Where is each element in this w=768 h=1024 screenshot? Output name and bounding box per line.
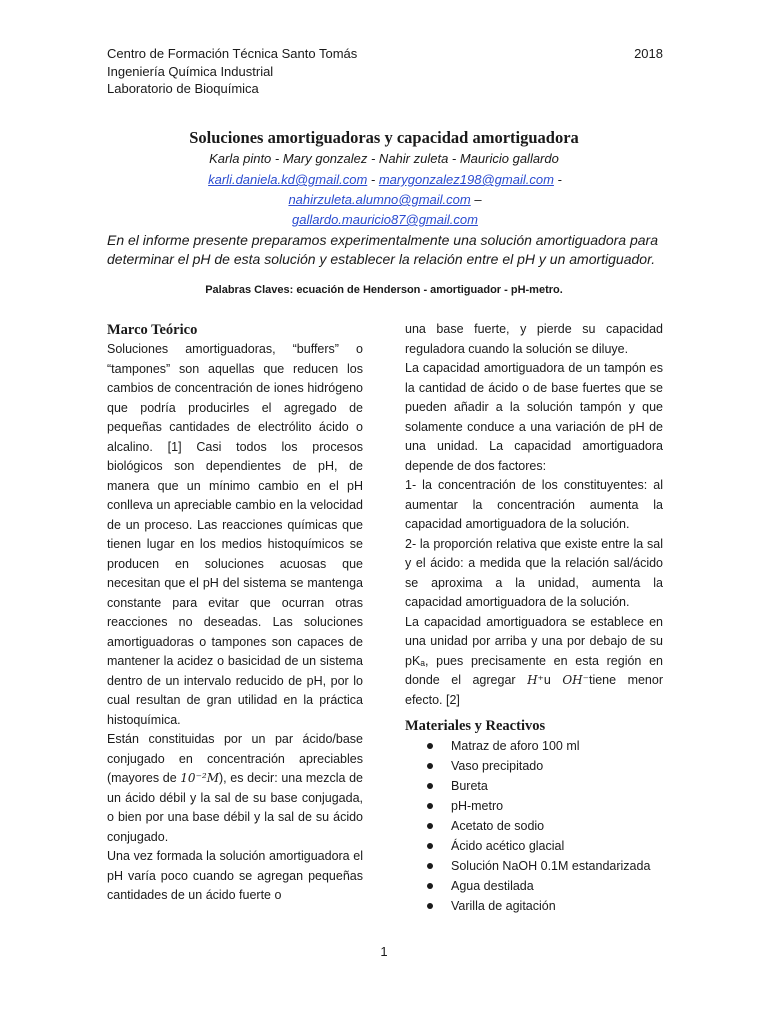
list-item-text: Solución NaOH 0.1M estandarizada <box>451 859 651 873</box>
bullet-icon <box>427 883 433 889</box>
list-item <box>405 796 663 816</box>
paragraph-text: La capacidad amortiguadora se establece en una unidad por arriba y una por debajo de su pKₐ, pues precisamente en esta región en donde el agregar <box>405 614 663 687</box>
email-link[interactable]: marygonzalez198@gmail.com <box>378 172 554 187</box>
document-title: Soluciones amortiguadoras y capacidad amortiguadora <box>189 128 579 147</box>
paragraph: 1- la concentración de los constituyentes: al aumentar la concentración aumenta la capacidad amortiguadora de la solución. <box>405 478 663 531</box>
paragraph-text: ), es decir: una mezcla de un ácido débil y la sal de su base conjugada, o bien por una base débil y la sal de su ácido conjugado. <box>107 771 363 844</box>
formula: OH⁻ <box>562 673 589 687</box>
paragraph: 2- la proporción relativa que existe entre la sal y el ácido: a medida que la relación sal/ácido se aproxima a la unidad, aumenta la capacidad amortiguadora de la solución. <box>405 536 663 609</box>
authors: Karla pinto - Mary gonzalez - Nahir zuleta - Mauricio gallardo <box>209 151 559 166</box>
list-item-text: Agua destilada <box>451 879 534 893</box>
email-link[interactable]: gallardo.mauricio87@gmail.com <box>292 212 478 227</box>
email-link[interactable]: karli.daniela.kd@gmail.com <box>208 172 368 187</box>
right-column <box>405 320 663 916</box>
list-item <box>405 736 663 756</box>
page-number: 1 <box>380 944 388 959</box>
bullet-icon <box>427 803 433 809</box>
bullet-icon <box>427 763 433 769</box>
list-item-text: Bureta <box>451 779 488 793</box>
list-item-text: Ácido acético glacial <box>451 839 565 853</box>
paragraph: una base fuerte, y pierde su capacidad reguladora cuando la solución se diluye. <box>405 322 663 356</box>
list-item-text: Matraz de aforo 100 ml <box>451 739 580 753</box>
email-separator: - <box>553 172 562 187</box>
list-item <box>405 776 663 796</box>
bullet-icon <box>427 823 433 829</box>
list-item <box>405 876 663 896</box>
left-column <box>107 320 363 906</box>
email-link[interactable]: nahirzuleta.alumno@gmail.com <box>288 192 471 207</box>
paragraph <box>107 730 363 847</box>
formula: 10⁻²M <box>180 771 219 785</box>
paragraph-text: u <box>543 673 563 687</box>
paragraph: Soluciones amortiguadoras, “buffers” o “tampones” son aquellas que reducen los cambios de concentración de iones hidrógeno que podría producirles el agregado de pequeñas cantidades de electrólito ácido o alcalino. [1] Casi todos los procesos biológicos son dependientes de pH, de manera que un mínimo cambio en el pH conlleva un apreciable cambio en la velocidad de un proceso. Las reacciones químicas que tienen lugar en los medios histoquímicos se producen en soluciones acuosas que necesitan que el pH del sistema se mantenga constante para evitar que ocurran otras reacciones no deseadas. Las soluciones amortiguadoras o tampones son capaces de mantener la acidez o basicidad de un sistema dentro de un intervalo reducido de pH, por lo cual resultan de gran utilidad en la práctica histoquímica. <box>107 342 363 727</box>
materials-list <box>405 736 663 916</box>
header-institution: Centro de Formación Técnica Santo Tomás <box>107 46 358 61</box>
list-item-text: Varilla de agitación <box>451 899 556 913</box>
section-heading: Marco Teórico <box>107 322 198 338</box>
bullet-icon <box>427 743 433 749</box>
keywords: Palabras Claves: ecuación de Henderson - amortiguador - pH-metro. <box>205 284 563 296</box>
list-item-text: Vaso precipitado <box>451 759 544 773</box>
bullet-icon <box>427 863 433 869</box>
formula: H⁺ <box>527 673 544 687</box>
list-item <box>405 836 663 856</box>
paragraph: Una vez formada la solución amortiguadora el pH varía poco cuando se agregan pequeñas cantidades de un ácido fuerte o <box>107 849 363 902</box>
bullet-icon <box>427 843 433 849</box>
email-separator: - <box>367 172 379 187</box>
page-header <box>107 45 663 98</box>
list-item-text: pH-metro <box>451 799 504 813</box>
header-program: Ingeniería Química Industrial <box>107 63 274 79</box>
section-heading: Materiales y Reactivos <box>405 718 546 734</box>
list-item-text: Acetato de sodio <box>451 819 545 833</box>
author-emails <box>120 170 650 230</box>
paragraph: La capacidad amortiguadora de un tampón es la cantidad de ácido o de base fuertes que se pueden añadir a la solución tampón y que solamente conduce a una variación de pH de una unidad. La capacidad amortiguadora depende de dos factores: <box>405 361 663 473</box>
list-item <box>405 896 663 916</box>
header-year: 2018 <box>634 46 663 61</box>
paragraph <box>405 613 663 711</box>
list-item <box>405 856 663 876</box>
abstract: En el informe presente preparamos experimentalmente una solución amortiguadora para determinar el pH de esta solución y establecer la relación entre el pH y un amortiguador. <box>107 232 658 267</box>
bullet-icon <box>427 903 433 909</box>
paragraph-text: Están constituidas por un par ácido/base conjugado en concentración apreciables (mayores de <box>107 732 363 785</box>
list-item <box>405 756 663 776</box>
paragraph-text: tiene menor efecto. [2] <box>405 673 663 707</box>
header-lab: Laboratorio de Bioquímica <box>107 81 259 96</box>
bullet-icon <box>427 783 433 789</box>
list-item <box>405 816 663 836</box>
email-separator: – <box>470 192 482 207</box>
